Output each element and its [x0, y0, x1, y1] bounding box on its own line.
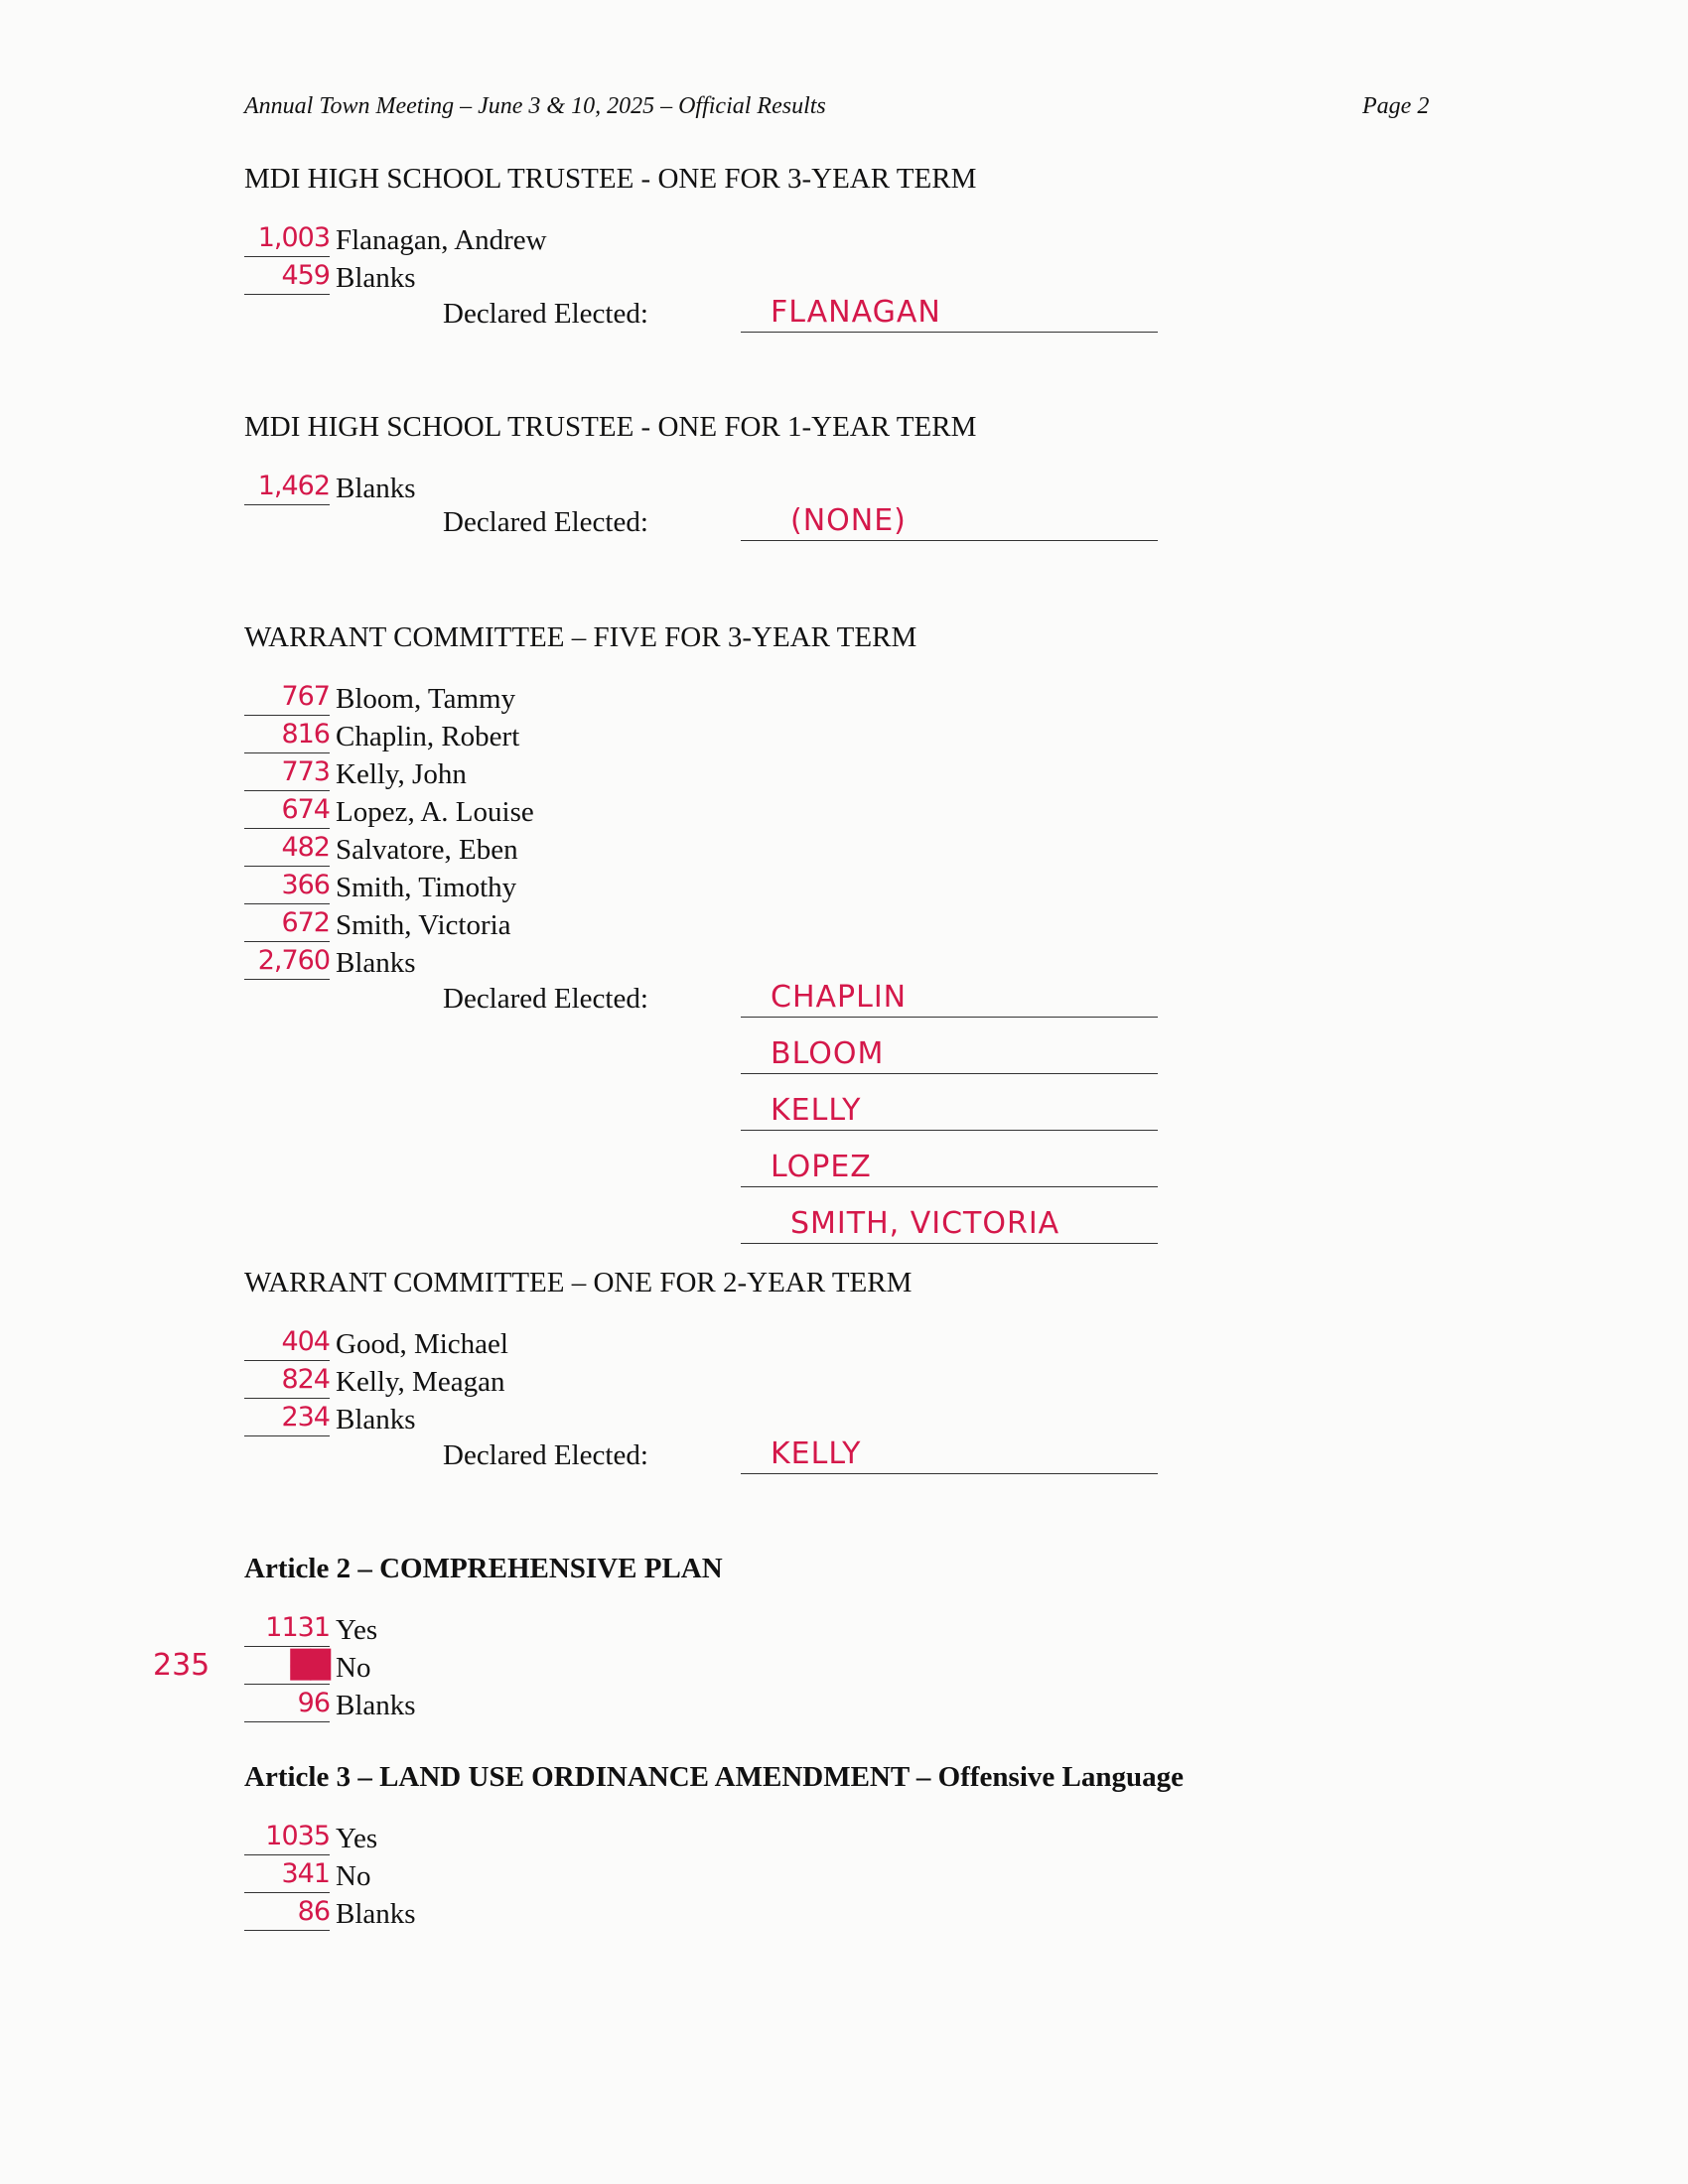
struck-vote-count: ██	[244, 1648, 330, 1685]
elected-name: SMITH, VICTORIA	[790, 1206, 1060, 1241]
result-row	[244, 717, 840, 754]
result-row	[244, 1894, 840, 1932]
result-row	[244, 220, 840, 258]
result-row	[244, 905, 840, 943]
result-row	[244, 1362, 840, 1400]
option-label: Yes	[336, 1823, 378, 1854]
result-row	[244, 1686, 840, 1723]
section-title-trustee-1yr: MDI HIGH SCHOOL TRUSTEE - ONE FOR 1-YEAR TERM	[244, 411, 977, 443]
page-number: Page 2	[1362, 93, 1430, 119]
vote-count: 366	[244, 868, 330, 904]
result-row	[244, 1610, 840, 1648]
section-title-warrant-3yr: WARRANT COMMITTEE – FIVE FOR 3-YEAR TERM	[244, 621, 917, 653]
declared-elected-line	[741, 1430, 1158, 1474]
corrected-count-note: 235	[153, 1648, 211, 1683]
section-title-article-3: Article 3 – LAND USE ORDINANCE AMENDMENT – Offensive Language	[244, 1761, 1184, 1793]
vote-count: 86	[244, 1894, 330, 1931]
vote-count: 672	[244, 905, 330, 942]
candidate-name: Lopez, A. Louise	[336, 796, 534, 828]
elected-name: FLANAGAN	[771, 295, 941, 330]
declared-elected-line	[741, 973, 1158, 1018]
declared-elected-line	[741, 288, 1158, 333]
declared-elected-line	[741, 496, 1158, 541]
option-label: No	[336, 1860, 371, 1892]
candidate-name: Chaplin, Robert	[336, 721, 520, 752]
vote-count: 1,462	[244, 469, 330, 505]
vote-count: 767	[244, 679, 330, 716]
result-row	[244, 1648, 840, 1686]
declared-elected-label: Declared Elected:	[443, 983, 648, 1015]
option-label: Blanks	[336, 1690, 416, 1721]
result-row	[244, 868, 840, 905]
vote-count: 816	[244, 717, 330, 753]
declared-elected-line	[741, 1029, 1158, 1074]
vote-count: 1035	[244, 1819, 330, 1855]
candidate-name: Blanks	[336, 947, 416, 979]
result-row	[244, 1819, 840, 1856]
vote-count: 234	[244, 1400, 330, 1436]
elected-name: BLOOM	[771, 1036, 885, 1071]
vote-count: 459	[244, 258, 330, 295]
candidate-name: Blanks	[336, 262, 416, 294]
elected-name: KELLY	[771, 1093, 862, 1128]
header-title: Annual Town Meeting – June 3 & 10, 2025 – Official Results	[244, 93, 826, 119]
declared-elected-line	[741, 1143, 1158, 1187]
option-label: No	[336, 1652, 371, 1684]
candidate-name: Flanagan, Andrew	[336, 224, 547, 256]
elected-name: CHAPLIN	[771, 980, 908, 1015]
vote-count: 1,003	[244, 220, 330, 257]
vote-count: 2,760	[244, 943, 330, 980]
candidate-name: Smith, Timothy	[336, 872, 517, 903]
vote-count: 773	[244, 754, 330, 791]
vote-count: 824	[244, 1362, 330, 1399]
vote-count: 96	[244, 1686, 330, 1722]
elected-name: LOPEZ	[771, 1150, 872, 1184]
section-title-warrant-2yr: WARRANT COMMITTEE – ONE FOR 2-YEAR TERM	[244, 1267, 913, 1298]
candidate-name: Salvatore, Eben	[336, 834, 518, 866]
result-row	[244, 830, 840, 868]
option-label: Yes	[336, 1614, 378, 1646]
result-row	[244, 792, 840, 830]
candidate-name: Kelly, Meagan	[336, 1366, 505, 1398]
elected-name: (NONE)	[790, 503, 907, 538]
candidate-name: Blanks	[336, 1404, 416, 1435]
vote-count: 1131	[244, 1610, 330, 1647]
section-title-trustee-3yr: MDI HIGH SCHOOL TRUSTEE - ONE FOR 3-YEAR TERM	[244, 163, 977, 195]
candidate-name: Kelly, John	[336, 758, 467, 790]
result-row	[244, 679, 840, 717]
declared-elected-label: Declared Elected:	[443, 298, 648, 330]
result-row	[244, 1856, 840, 1894]
vote-count: 404	[244, 1324, 330, 1361]
result-row	[244, 754, 840, 792]
declared-elected-label: Declared Elected:	[443, 506, 648, 538]
section-title-article-2: Article 2 – COMPREHENSIVE PLAN	[244, 1553, 723, 1584]
vote-count: 674	[244, 792, 330, 829]
result-row	[244, 1324, 840, 1362]
candidate-name: Good, Michael	[336, 1328, 508, 1360]
candidate-name: Blanks	[336, 473, 416, 504]
vote-count: 482	[244, 830, 330, 867]
declared-elected-label: Declared Elected:	[443, 1439, 648, 1471]
vote-count: 341	[244, 1856, 330, 1893]
option-label: Blanks	[336, 1898, 416, 1930]
declared-elected-line	[741, 1199, 1158, 1244]
candidate-name: Smith, Victoria	[336, 909, 511, 941]
candidate-name: Bloom, Tammy	[336, 683, 516, 715]
declared-elected-line	[741, 1086, 1158, 1131]
elected-name: KELLY	[771, 1436, 862, 1471]
